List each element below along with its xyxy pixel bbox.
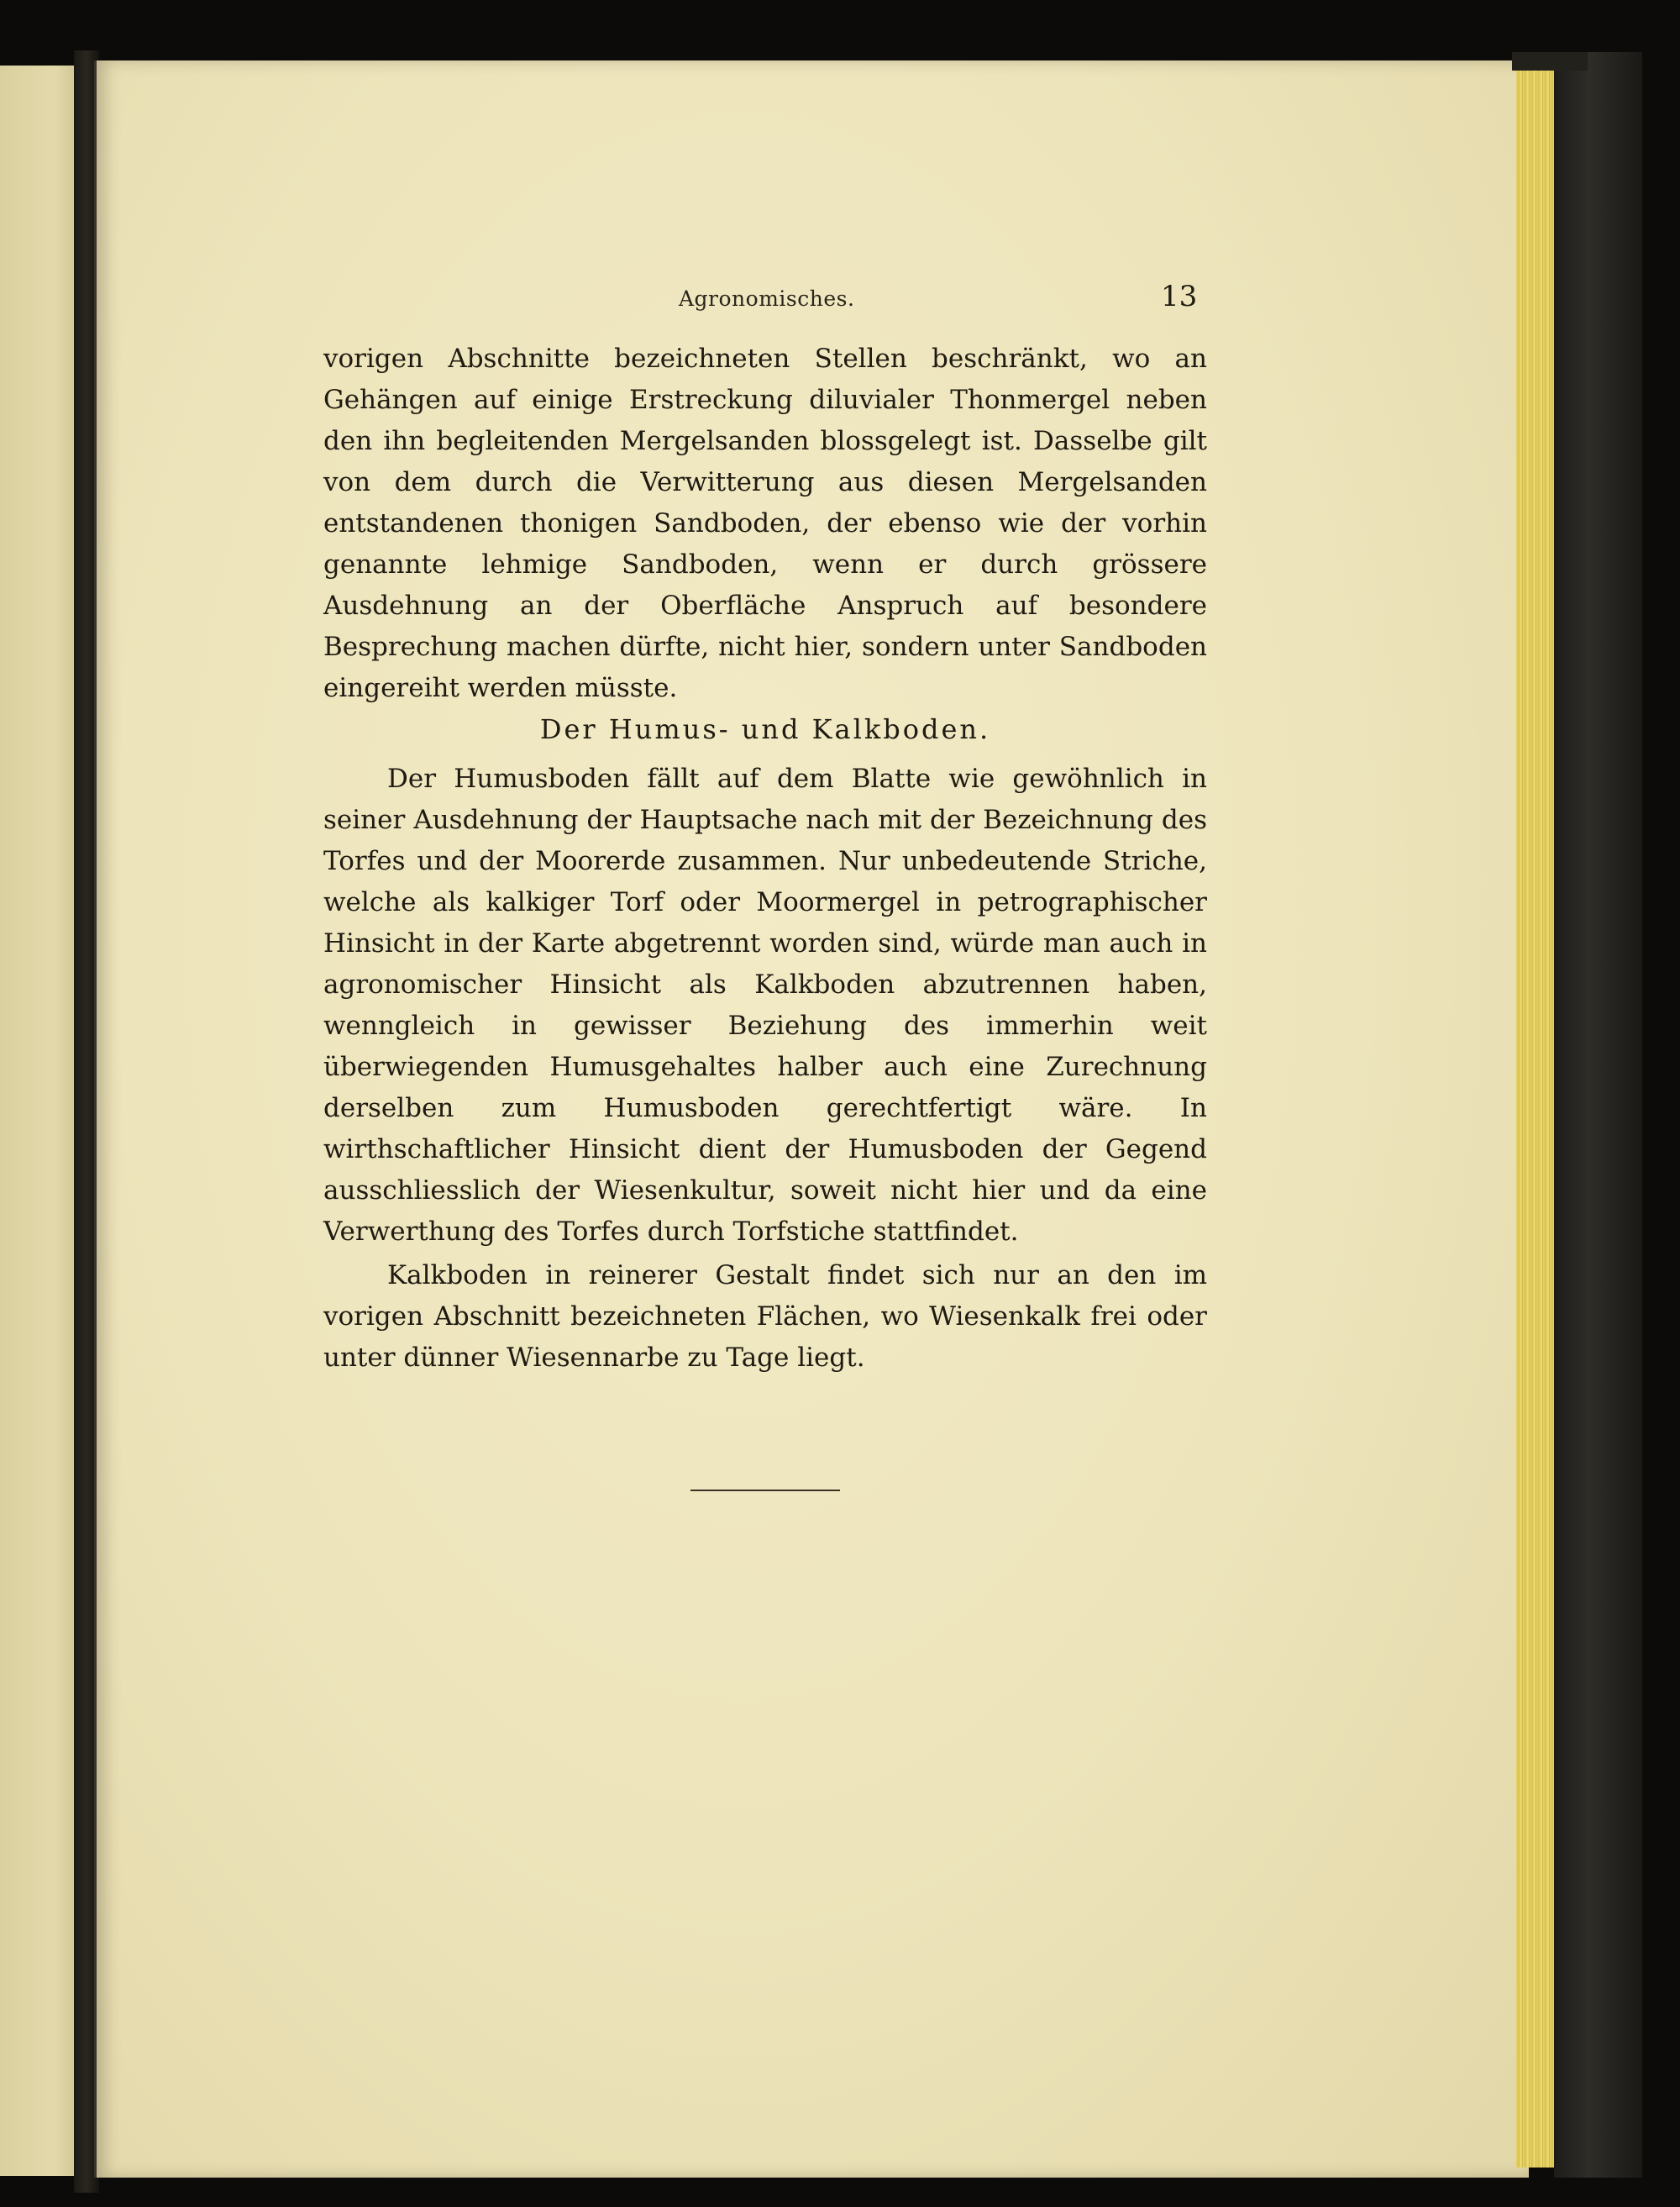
page-number: 13: [1161, 280, 1198, 313]
page-header: [0, 280, 1680, 322]
paragraph-1-text: vorigen Abschnitte bezeichneten Stellen beschränkt, wo an Gehängen auf einige Erstreckung diluvialer Thonmergel neben den ihn begleitenden Mergelsanden blossgelegt ist. Dasselbe gilt von dem durch die Verwitterung aus diesen Mergelsanden entstandenen thonigen Sandboden, der ebenso wie der vorhin genannte lehmige Sandboden, wenn er durch grössere Ausdehnung an der Oberfläche Anspruch auf besondere Besprechung machen dürfte, nicht hier, sondern unter Sandboden eingereiht werden müsste.: [323, 344, 1207, 703]
paragraph-2-text: Der Humusboden fällt auf dem Blatte wie gewöhnlich in seiner Ausdehnung der Hauptsache nach mit der Bezeichnung des Torfes und der Moorerde zusammen. Nur unbedeutende Striche, welche als kalkiger Torf oder Moormergel in petrographischer Hinsicht in der Karte abgetrennt worden sind, würde man auch in agronomischer Hinsicht als Kalkboden abzutrennen haben, wenngleich in gewisser Beziehung des immerhin weit überwiegenden Humusgehaltes halber auch eine Zurechnung derselben zum Humusboden gerechtfertigt wäre. In wirthschaftlicher Hinsicht dient der Humusboden der Gegend ausschliesslich der Wiesenkultur, soweit nicht hier und da eine Verwerthung des Torfes durch Torfstiche stattfindet.: [323, 764, 1207, 1247]
paragraph-1: [323, 339, 1207, 709]
running-head: Agronomisches.: [679, 286, 855, 311]
paragraph-3: [323, 1255, 1207, 1379]
closing-rule: [690, 1490, 840, 1491]
facing-page-edge: [0, 66, 77, 2176]
page-edges-stack: [1516, 67, 1557, 2168]
book-cover-edge: [1554, 52, 1642, 2178]
book-cover-top: [1512, 52, 1588, 71]
section-heading: Der Humus- und Kalkboden.: [539, 713, 991, 745]
paragraph-2: [323, 759, 1207, 1253]
paragraph-3-text: Kalkboden in reinerer Gestalt findet sich nur an den im vorigen Abschnitt bezeichneten Flächen, wo Wiesenkalk frei oder unter dünner Wiesennarbe zu Tage liegt.: [323, 1260, 1207, 1373]
